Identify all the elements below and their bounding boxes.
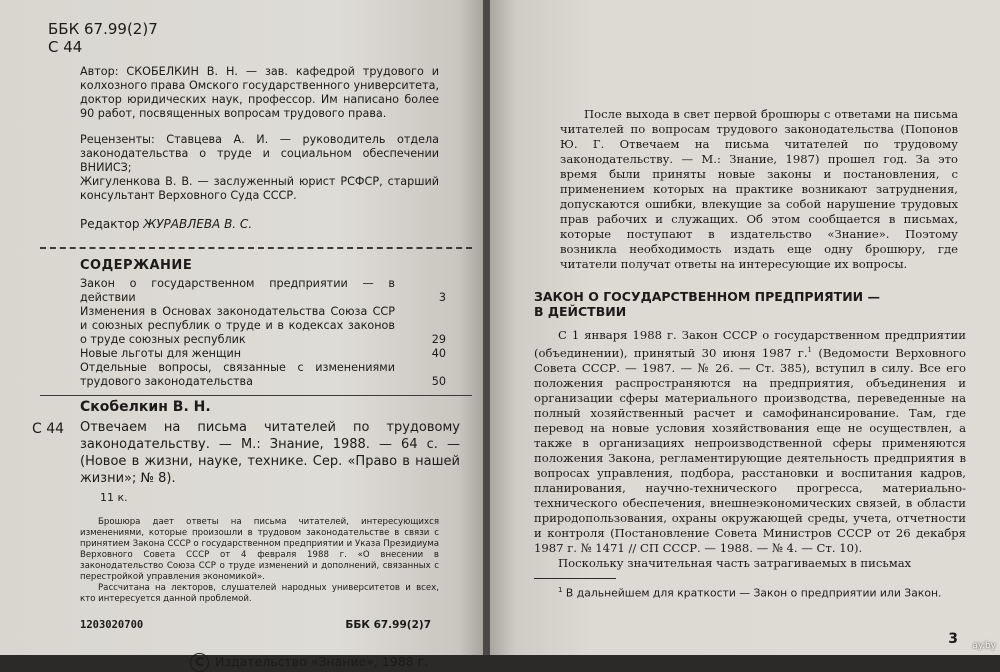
- body-paragraph: [534, 328, 970, 556]
- author-info: Автор: СКОБЕЛКИН В. Н. — зав. кафедрой трудового и колхозного права Омского государственного университета, доктор юридических наук, профессор. Им написано более 90 работ, посвященных вопросам трудового права.: [80, 65, 439, 120]
- section-title-line-2: В ДЕЙСТВИИ: [534, 304, 627, 319]
- body-part-1: С 1 января 1988 г. Закон СССР о государственном предприятии (объединении), принятый 30 июня 1987 г.: [534, 328, 966, 360]
- toc-item: [80, 347, 461, 361]
- annotation: [40, 517, 461, 605]
- price: 11 к.: [100, 491, 128, 504]
- dashed-separator: [40, 247, 472, 249]
- reviewer-1: Рецензенты: Ставцева А. И. — руководитель отдела законодательства о труде и социальном обеспечении ВНИИСЗ;: [80, 133, 439, 174]
- right-page: [490, 0, 1000, 655]
- card-author: Скобелкин В. Н.: [80, 399, 211, 415]
- card-description: Отвечаем на письма читателей по трудовому законодательству. — М.: Знание, 1988. — 64 с. — (Новое в жизни, науке, технике. Сер. «Право в нашей жизни»; № 8).: [80, 420, 460, 486]
- intro-paragraph: После выхода в свет первой брошюры с ответами на письма читателей по вопросам трудового законодательства (Попонов Ю. Г. Отвечаем на письма читателей по трудовому законодательству. — М.: Знание, 1987) прошел год. За это время были приняты новые законы и постановления, с применением которых на практике возникают затруднения, допускаются ошибки, влекущие за собой нарушение трудовых прав рабочих и служащих. Об этом сообщается в письмах, которые поступают в издательство «Знание». Поэтому возникла необходимость издать еще одну брошюру, где читатели получат ответы на интересующие их вопросы.: [560, 107, 958, 271]
- solid-separator: [40, 395, 472, 396]
- page-number: 3: [948, 631, 958, 647]
- bbk-code-top: [48, 20, 461, 56]
- reviewer-2: Жигуленкова В. В. — заслуженный юрист РСФСР, старший консультант Верховного Суда СССР.: [80, 175, 439, 202]
- card-code: С 44: [32, 421, 65, 437]
- toc-item: [80, 361, 461, 389]
- toc-item-title: Новые льготы для женщин: [80, 347, 242, 360]
- body-paragraph-continued: Поскольку значительная часть затрагиваемых в письмах: [558, 555, 912, 570]
- section-title: [534, 289, 970, 319]
- toc-item: [80, 305, 461, 347]
- bbk-code-bottom: ББК 67.99(2)7: [345, 619, 431, 631]
- footnote-marker: 1: [558, 585, 563, 594]
- watermark: ay.by: [972, 641, 996, 651]
- toc-item-page: 50: [431, 375, 446, 388]
- footnote: [534, 582, 970, 602]
- toc-item: [80, 277, 461, 305]
- copyright-icon: C: [190, 653, 209, 672]
- toc-item-title: Отдельные вопросы, связанные с изменениями трудового законодательства: [80, 361, 395, 388]
- editor-line: [40, 217, 461, 231]
- book-gutter: [483, 0, 490, 655]
- annotation-paragraph-2: Рассчитана на лекторов, слушателей народных университетов и всех, кто интересуется данной проблемой.: [80, 583, 439, 604]
- catalog-code-text: С 44: [48, 38, 83, 56]
- toc-item-title: Закон о государственном предприятии — в действии: [80, 277, 395, 304]
- catalog-card: [32, 419, 461, 487]
- contents-title: СОДЕРЖАНИЕ: [80, 258, 193, 273]
- reviewers: [40, 133, 461, 203]
- section-title-line-1: ЗАКОН О ГОСУДАРСТВЕННОМ ПРЕДПРИЯТИИ —: [534, 289, 880, 304]
- copyright-line: [40, 653, 461, 672]
- bbk-code-text: ББК 67.99(2)7: [48, 20, 158, 38]
- annotation-paragraph-1: Брошюра дает ответы на письма читателей, интересующихся изменениями, которые произошли в трудовом законодательстве в связи с принятием Закона СССР о государственном предприятии и Указа Президиума Верховного Совета СССР от 4 февраля 1988 г. «О внесении в законодательство Союза ССР о труде изменений и дополнений, связанных с перестройкой управления экономикой».: [80, 517, 439, 582]
- left-page: [0, 0, 483, 669]
- toc-item-page: 29: [431, 333, 446, 346]
- table-of-contents: [40, 277, 461, 389]
- footnote-rule: [534, 578, 616, 579]
- editor-name: ЖУРАВЛЕВА В. С.: [143, 217, 253, 231]
- copyright-text: Издательство «Знание», 1988 г.: [215, 654, 429, 669]
- toc-item-page: 40: [431, 347, 446, 360]
- body-part-2: (Ведомости Верховного Совета СССР. — 1987. — № 26. — Ст. 385), вступил в силу. Все его положения распространяются на предприятия, объединения и организации сферы материального производства, переведенные на полный хозяйственный расчет и самофинансирование. Там, где перевод на новые условия хозяйствования еще не осуществлен, а также в организациях непроизводственной сферы применяются положения Закона, регламентирующие деятельность предприятия в вопросах управления, подбора, расстановки и воспитания кадров, планирования, научно-технического прогресса, материально-технического обеспечения, внешнеэкономических связей, в области природопользования, охраны окружающей среды, учета, отчетности и контроля (Постановление Совета Министров СССР от 26 декабря 1987 г. № 1471 // СП СССР. — 1988. — № 4. — Ст. 10).: [534, 345, 966, 555]
- toc-item-page: 3: [438, 291, 446, 304]
- editor-label: Редактор: [80, 217, 140, 231]
- footnote-reference: 1: [807, 346, 812, 354]
- index-code: 1203020700: [80, 619, 144, 631]
- toc-item-title: Изменения в Основах законодательства Союза ССР и союзных республик о труде и в кодексах законов о труде союзных республик: [80, 305, 395, 346]
- codes-row: [40, 619, 461, 631]
- footnote-text: В дальнейшем для краткости — Закон о предприятии или Закон.: [565, 586, 942, 600]
